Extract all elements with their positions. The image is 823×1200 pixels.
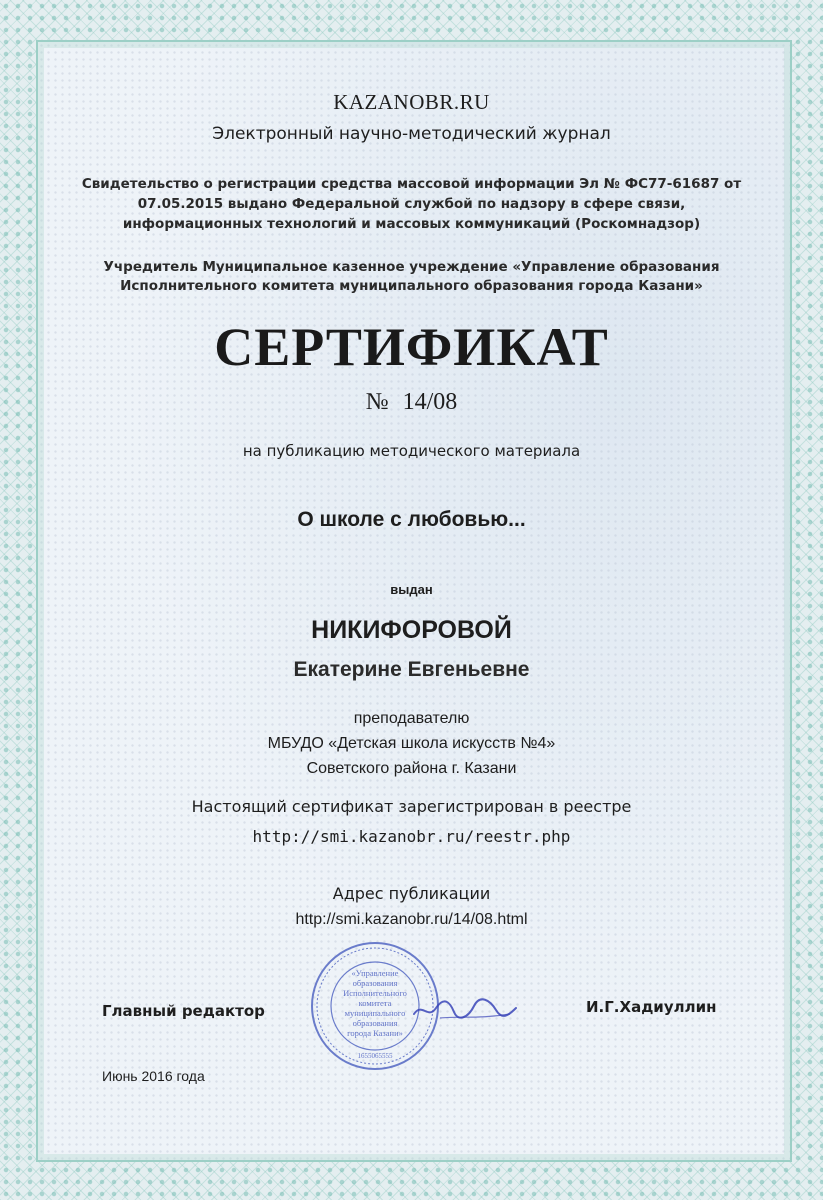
certificate-title: СЕРТИФИКАТ [214,317,609,377]
editor-signature [410,994,520,1024]
recipient-position [0,706,823,781]
position-line-1: преподавателю [353,710,470,727]
stamp-line-2: образования [352,978,398,988]
position-line-3: Советского района г. Казани [306,760,517,777]
number-sign: № [365,389,389,415]
registration-notice: Свидетельство о регистрации средства массовой информации Эл № ФС77-61687 от 07.05.2015 выдано Федеральной службой по надзору в сфере связи, информационных технологий и массовых коммуникаций (Роскомнадзор) [81,176,742,232]
publication-address-label: Адрес публикации [332,884,491,903]
stamp-line-7: города Казани» [347,1028,403,1038]
recipient-surname: НИКИФОРОВОЙ [311,616,512,644]
journal-name: Электронный научно-методический журнал [212,124,611,144]
stamp-line-3: Исполнительного [343,988,407,998]
chief-editor-name: И.Г.Хадиуллин [586,998,717,1016]
stamp-number: 1655065555 [357,1052,393,1060]
recipient-given-names: Екатерине Евгеньевне [293,658,530,681]
position-line-2: МБУДО «Детская школа искусств №4» [267,735,556,752]
stamp-line-1: «Управление [351,968,399,978]
publication-title: О школе с любовью... [297,508,526,531]
stamp-line-6: образования [352,1018,398,1028]
number-value: 14/08 [402,389,458,415]
issued-label: выдан [390,582,433,597]
registry-url: http://smi.kazanobr.ru/reestr.php [252,827,571,846]
issue-date: Июнь 2016 года [102,1068,205,1084]
stamp-line-5: муниципального [344,1008,406,1018]
chief-editor-label: Главный редактор [102,1002,265,1020]
certificate-purpose: на публикацию методического материала [242,442,581,460]
stamp-line-4: комитета [358,998,392,1008]
registry-notice: Настоящий сертификат зарегистрирован в реестре [191,797,632,816]
site-name: KAZANOBR.RU [333,90,490,114]
founder-notice: Учредитель Муниципальное казенное учреждение «Управление образования Исполнительного комитета муниципального образования города Казани» [103,259,720,294]
publication-address-url: http://smi.kazanobr.ru/14/08.html [295,911,528,928]
certificate-number [0,389,823,416]
